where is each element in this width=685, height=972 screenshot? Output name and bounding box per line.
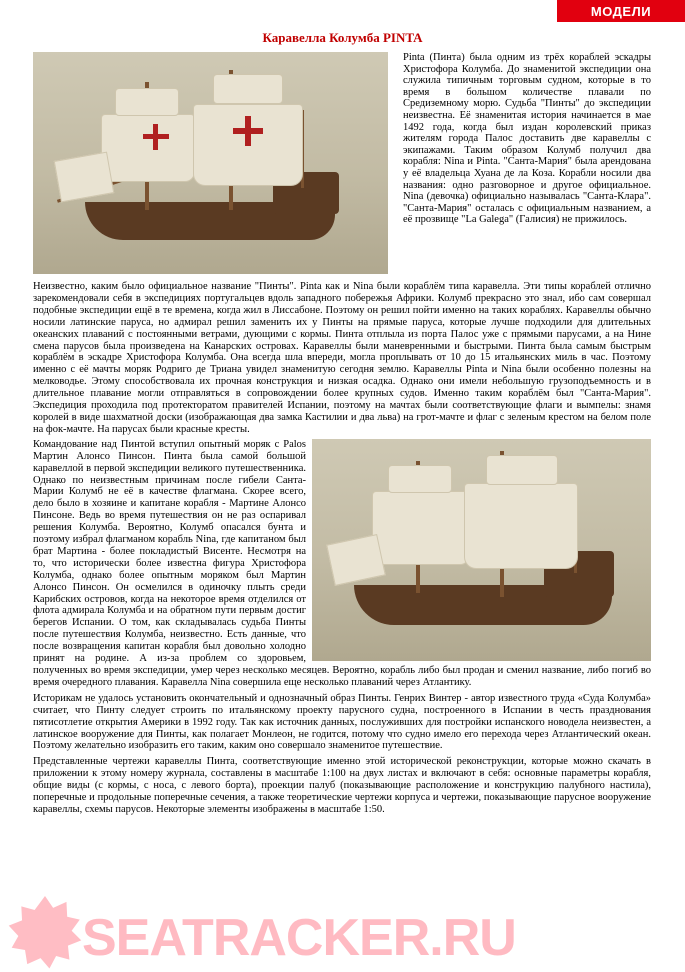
main-paragraph-4	[33, 756, 651, 816]
cross-icon-vertical-1	[153, 124, 158, 150]
ship-photo-top-left	[33, 52, 388, 274]
article-content	[33, 52, 651, 818]
watermark-text: SEATRACKER.RU	[82, 909, 516, 967]
fore-topsail-2	[388, 465, 452, 493]
main-paragraph-2: Командование над Пинтой вступил опытный моряк с Palos Мартин Алонсо Пинсон. Пинта была самой большой каравеллой в первой экспедиции великого путешественника. Однако по неизвестным причинам после гибели Санта-Марии Колумб не её в качестве флагмана. Скорее всего, дело было в хозяине и капитане корабля - Мартине Алонсо Пинсоне. Ведь во время путешествия он не раз оспаривал решения Колумба. Вероятно, Колумб опасался бунта и поэтому избрал флагманом корабль Nina, где капитаном был брат Мартина - более покладистый Висенте. Несмотря на то, что исторически более известна фигура Христофора Колумба, однако более опытным моряком был Мартин Алонсо Пинсон. Он осмелился в одиночку плыть среди Карибских островов, когда на некоторое время отделился от флота адмирала Колумба и на обратном пути первым достиг берегов Испании. О том, как складывалась судьба Пинты после путешествия Колумба, неизвестно. Есть данные, что после возвращения капитан корабля был довольно холодно принят на родине. А из-за проблем со здоровьем, полученных во время экспедиции, умер через несколько месяцев. Вероятно, корабль либо был продан и сменил название, либо погиб во время очередного плавания. Каравелла Nina совершила еще несколько плаваний через Атлантику.	[33, 438, 651, 688]
main-topsail	[213, 74, 283, 104]
fore-sail	[101, 114, 195, 182]
mid-block	[33, 439, 651, 689]
caravel-illustration-1	[33, 52, 388, 274]
caravel-illustration-2	[312, 439, 651, 661]
star-badge-icon	[8, 896, 82, 970]
ship-photo-mid-right	[312, 439, 651, 661]
main-paragraph-1	[33, 281, 651, 436]
cross-icon-vertical-2	[245, 116, 251, 146]
star-badge-label	[8, 896, 82, 970]
main-sail-2	[464, 483, 578, 569]
main-topsail-2	[486, 455, 558, 485]
watermark	[0, 892, 685, 972]
models-banner	[557, 0, 685, 22]
fore-topsail	[115, 88, 179, 116]
paragraph: Неизвестно, каким было официальное название "Пинты". Pinta как и Nina были кораблём типа каравелла. Эти типы кораблей отлично зарекомендовали себя в экспедициях португальцев вдоль западного побережья Африки. Колумб прекрасно это знал, ибо сам совершал подобные экспедиции ещё в те времена, когда жил в Лиссабоне. Поэтому он решил пойти именно на таких кораблях. Каравеллы обычно носили латинские паруса, но адмирал решил заменить их у Пинты на прямые паруса, которые лучше подходили для длительных океанских плаваний с постоянными ветрами, дующими с кормы. Пинта отплыла из порта Палос уже с прямыми парусами, а на Нине смена парусов была произведена на Канарских островах. Каравеллы были маневренными и быстрыми. Пинта была самым быстрым кораблём в эскадре Христофора Колумба. Она всегда шла впереди, могла проплывать от 10 до 15 итальянских миль в час. Поэтому именно с её мачты моряк Родриго де Триана увидел знаменитую сегодня землю. Каравеллы Pinta и Nina были особенно полезны на мелководье. Этому способствовала их прочная конструкция и низкая осадка. Однако они имели небольшую грузоподъемность и в длительное плавание могли отправляться в сопровождении более крупных судов. Именно таким кораблём был "Санта-Мария". Экспедиция проходила под протекторатом правителей Испании, поэтому на мачтах были соответствующие флаги и вымпелы: знамя королей в виде шахматной доски (изображающая два замка Кастилии и два льва) на грот-мачте и флаг с зеленым крестом на белом поле на фок-мачте. На парусах были красные кресты.	[33, 281, 651, 435]
fore-sail-2	[372, 491, 470, 565]
star-shape	[8, 896, 82, 970]
top-block	[33, 52, 651, 277]
main-paragraph-3	[33, 693, 651, 753]
banner-label: МОДЕЛИ	[590, 3, 652, 19]
paragraph: Представленные чертежи каравеллы Пинта, соответствующие именно этой исторической реконструкции, которые можно скачать в приложении к этому номеру журнала, составлены в масштабе 1:100 на двух листах и включают в себя: основные параметры корабля, общие виды (с кормы, с носа, с левого борта), проекции палуб (показывающие расположение и конструкцию палубного настила), поперечные и продольные поперечные сечения, а также теоретические чертежи корпуса и чертежи, показывающие парусное вооружение каравеллы, схемы парусов. Некоторые элементы изображены в масштабе 1:50.	[33, 756, 651, 815]
page-title: Каравелла Колумба PINTA	[262, 30, 423, 45]
paragraph: Историкам не удалось установить окончательный и однозначный образ Пинты. Генрих Винтер - автор известного труда «Суда Колумба» считает, что Пинту следует строить по итальянскому проекту парусного судна, построенного в Испании в честь празднования пятисотлетие открытия Америки в 1992 году. Так как источник данных, послуживших для постройки испанского новодела неизвестен, а латинское вооружение для Пинты, как полагает Монлеон, не годится, потому что судно имело его перехода через Атлантический океан. Поэтому желательно изобразить его таким, каким оно совершало знаменитое путешествие.	[33, 692, 651, 752]
intro-paragraph: Pinta (Пинта) была одним из трёх кораблей эскадры Христофора Колумба. До знаменитой экспедиции она служила типичным торговым судном, которые в то время в большом количестве плавали по Средиземному морю. Судьба "Пинты" до экспедиции неизвестна. Её знаменитая история начинается в мае 1492 года, когда был издан королевский приказ жителям города Палос доставить две каравеллы с экипажами. Таким образом Колумб получил два корабля: Nina и Pinta. "Санта-Мария" была арендована у её владельца Хуана де ла Коза. Корабли носили два названия: одно разговорное и другое официальное. Nina (девочка) официально называлась "Санта-Клара". "Санта-Мария" осталась с официальным названием, а её прозвище "La Galega" (Галисия) не прижилось.	[403, 52, 651, 226]
